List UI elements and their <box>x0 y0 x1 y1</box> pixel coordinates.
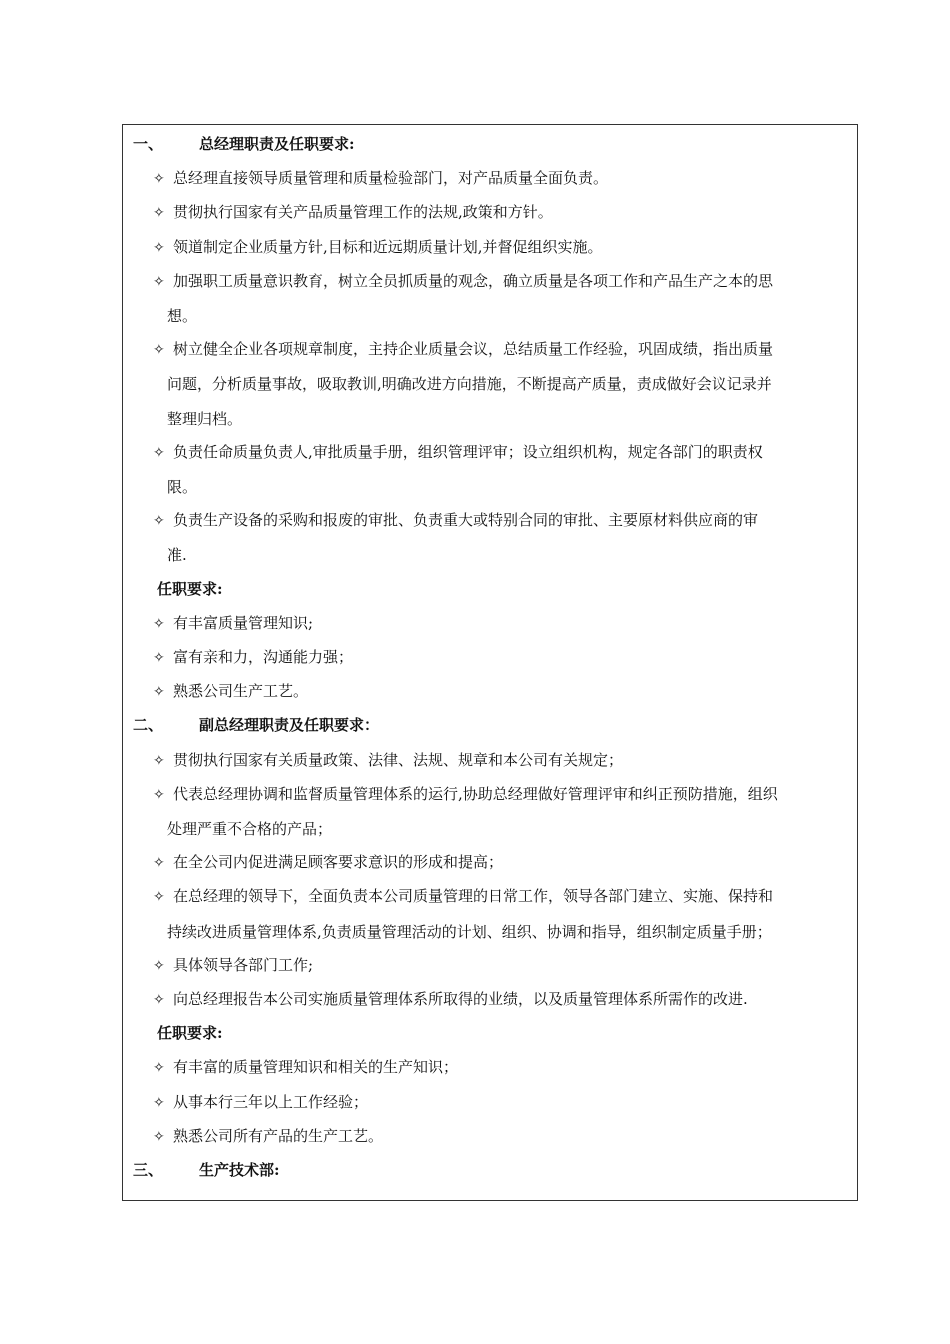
bullet-icon: ✧ <box>153 205 165 222</box>
item-text-line: 有丰富的质量管理知识和相关的生产知识； <box>173 1058 459 1077</box>
item-text-line: 负责生产设备的采购和报废的审批、负责重大或特别合同的审批、主要原材料供应商的审 <box>173 511 759 530</box>
bullet-icon: ✧ <box>153 889 165 906</box>
section-title: 生产技术部: <box>199 1161 280 1179</box>
requirements-heading: 任职要求: <box>157 579 223 598</box>
duty-item <box>153 845 853 880</box>
item-text-line: 加强职工质量意识教育，树立全员抓质量的观念，确立质量是各项工作和产品生产之本的思 <box>173 271 774 290</box>
item-text-line: 准. <box>167 546 187 565</box>
duty-item <box>153 743 853 778</box>
item-text-line: 限。 <box>167 478 198 496</box>
bullet-icon: ✧ <box>153 855 165 872</box>
bullet-icon: ✧ <box>153 444 165 461</box>
section-number: 一、 <box>133 135 164 153</box>
requirement-item <box>153 640 853 675</box>
requirements-heading: 任职要求: <box>157 1024 223 1043</box>
section-number: 三、 <box>133 1161 164 1179</box>
item-text-line: 富有亲和力，沟通能力强； <box>173 648 354 666</box>
item-text-line: 持续改进质量管理体系,负责质量管理活动的计划、组织、协调和指导，组织制定质量手册； <box>167 922 772 941</box>
bullet-icon: ✧ <box>153 1060 165 1077</box>
item-text-line: 在总经理的领导下，全面负责本公司质量管理的日常工作，领导各部门建立、实施、保持和 <box>173 887 774 906</box>
bullet-icon: ✧ <box>153 752 165 769</box>
section-heading <box>133 708 379 742</box>
duty-item <box>153 435 853 504</box>
duty-item <box>153 879 853 948</box>
requirement-item <box>153 1085 853 1120</box>
item-text-line: 想。 <box>167 307 198 325</box>
item-text-line: 从事本行三年以上工作经验； <box>173 1092 369 1111</box>
duty-item <box>153 503 853 572</box>
item-text-line: 在全公司内促进满足顾客要求意识的形成和提高； <box>173 853 504 872</box>
item-text-line: 具体领导各部门工作; <box>173 955 314 974</box>
duty-item <box>153 161 853 196</box>
duty-item <box>153 777 853 846</box>
duty-item <box>153 264 853 333</box>
item-text-line: 问题，分析质量事故，吸取教训,明确改进方向措施，不断提高产质量，责成做好会议记录并 <box>167 375 772 394</box>
section-heading <box>133 127 355 161</box>
item-text-line: 贯彻执行国家有关产品质量管理工作的法规,政策和方针。 <box>173 203 553 222</box>
item-text-line: 总经理直接领导质量管理和质量检验部门，对产品质量全面负责。 <box>173 169 609 188</box>
bullet-icon: ✧ <box>153 273 165 290</box>
item-text-line: 熟悉公司所有产品的生产工艺。 <box>173 1126 384 1145</box>
item-text-line: 负责任命质量负责人,审批质量手册，组织管理评审；设立组织机构，规定各部门的职责权 <box>173 442 763 461</box>
bullet-icon: ✧ <box>153 650 165 666</box>
duty-item <box>153 230 853 265</box>
bullet-icon: ✧ <box>153 786 165 803</box>
item-text-line: 整理归档。 <box>167 409 243 428</box>
section-number: 二、 <box>133 716 164 735</box>
bullet-icon: ✧ <box>153 684 165 701</box>
duty-item <box>153 332 853 436</box>
requirement-item <box>153 1119 853 1154</box>
section-title: 副总经理职责及任职要求： <box>199 716 380 735</box>
item-text-line: 领道制定企业质量方针,目标和近远期质量计划,并督促组织实施。 <box>173 237 603 256</box>
section-title: 总经理职责及任职要求: <box>199 135 355 153</box>
item-text-line: 处理严重不合格的产品； <box>167 820 333 838</box>
requirement-item <box>153 1050 853 1085</box>
bullet-icon: ✧ <box>153 171 165 188</box>
bullet-icon: ✧ <box>153 992 165 1008</box>
item-text-line: 有丰富质量管理知识; <box>173 613 314 632</box>
item-text-line: 贯彻执行国家有关质量政策、法律、法规、规章和本公司有关规定； <box>173 750 624 769</box>
bullet-icon: ✧ <box>153 957 165 974</box>
document-frame <box>122 124 858 1201</box>
section-heading <box>133 1153 280 1187</box>
bullet-icon: ✧ <box>153 513 165 530</box>
duty-item <box>153 195 853 230</box>
item-text-line: 熟悉公司生产工艺。 <box>173 682 309 701</box>
duty-item <box>153 982 853 1017</box>
item-text-line: 向总经理报告本公司实施质量管理体系所取得的业绩，以及质量管理体系所需作的改进. <box>173 990 748 1008</box>
duty-item <box>153 948 853 983</box>
item-text-line: 代表总经理协调和监督质量管理体系的运行,协助总经理做好管理评审和纠正预防措施，组织 <box>173 784 778 803</box>
bullet-icon: ✧ <box>153 342 165 359</box>
bullet-icon: ✧ <box>153 239 165 256</box>
requirement-item <box>153 674 853 709</box>
requirement-item <box>153 606 853 641</box>
bullet-icon: ✧ <box>153 1094 165 1111</box>
bullet-icon: ✧ <box>153 1128 165 1145</box>
bullet-icon: ✧ <box>153 615 165 632</box>
item-text-line: 树立健全企业各项规章制度，主持企业质量会议，总结质量工作经验，巩固成绩，指出质量 <box>173 340 774 359</box>
